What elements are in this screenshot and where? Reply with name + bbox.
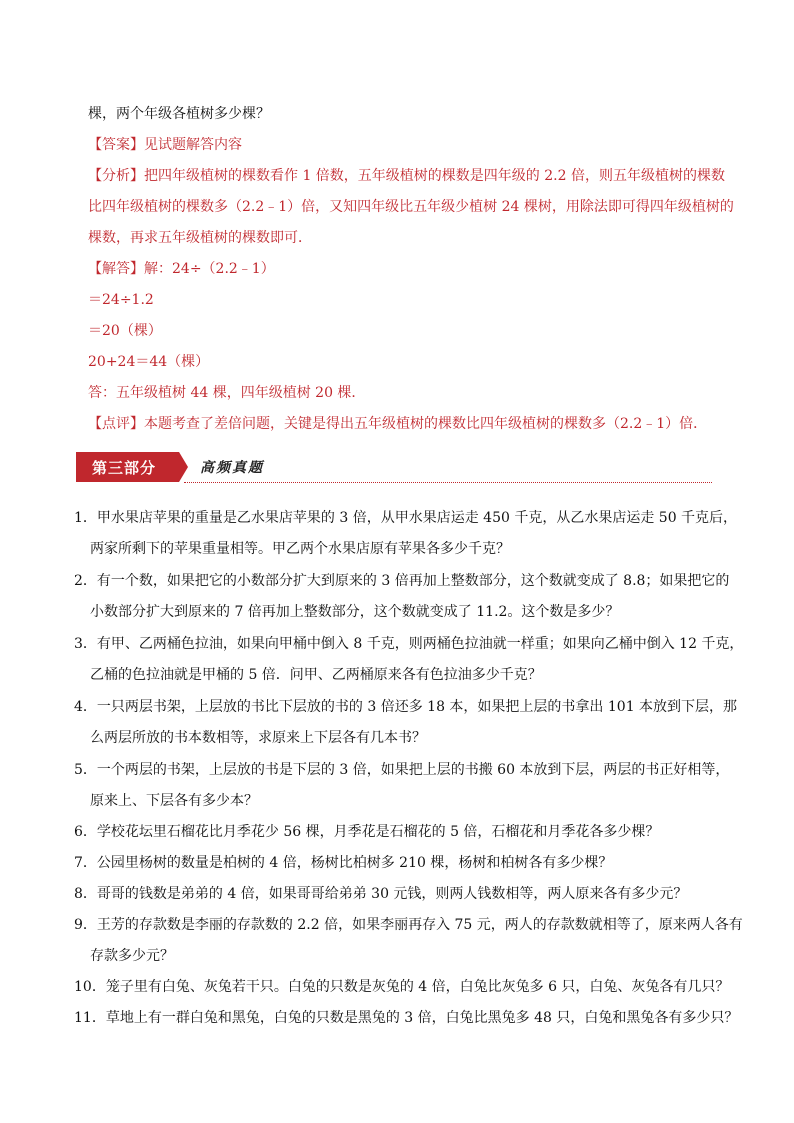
question-3-line-2: 乙桶的色拉油就是甲桶的 5 倍．问甲、乙两桶原来各有色拉油多少千克？ <box>90 667 542 683</box>
question-4-line-1: 4．一只两层书架，上层放的书比下层放的书的 3 倍还多 18 本，如果把上层的书拿出 101 本放到下层，那 <box>74 699 738 715</box>
solution-line-4: 20+24＝44（棵） <box>88 354 210 370</box>
solution-line-1: 【解答】解：24÷（2.2﹣1） <box>88 261 275 277</box>
question-9-line-1: 9．王芳的存款数是李丽的存款数的 2.2 倍，如果李丽再存入 75 元，两人的存款数就相等了，原来两人各有 <box>74 917 743 933</box>
answer-line: 【答案】见试题解答内容 <box>88 137 242 153</box>
question-11: 11．草地上有一群白兔和黑兔，白兔的只数是黑兔的 3 倍，白兔比黑兔多 48 只，白兔和黑兔各有多少只？ <box>74 1010 739 1026</box>
solution-answer: 答：五年级植树 44 棵，四年级植树 20 棵． <box>88 385 366 401</box>
question-3-line-1: 3．有甲、乙两桶色拉油，如果向甲桶中倒入 8 千克，则两桶色拉油就一样重；如果向乙桶中倒入 12 千克， <box>74 636 744 652</box>
question-5-line-1: 5．一个两层的书架，上层放的书是下层的 3 倍，如果把上层的书搬 60 本放到下层，两层的书正好相等， <box>74 762 730 778</box>
question-4-line-2: 么两层所放的书本数相等，求原来上下层各有几本书？ <box>90 730 426 746</box>
question-2-line-1: 2．有一个数，如果把它的小数部分扩大到原来的 3 倍再加上整数部分，这个数就变成了 8.8；如果把它的 <box>74 573 730 589</box>
question-1-line-1: 1．甲水果店苹果的重量是乙水果店苹果的 3 倍，从甲水果店运走 450 千克，从乙水果店运走 50 千克后， <box>74 510 738 526</box>
question-6: 6．学校花坛里石榴花比月季花少 56 棵，月季花是石榴花的 5 倍，石榴花和月季花各多少棵？ <box>74 824 660 840</box>
analysis-line-3: 棵数，再求五年级植树的棵数即可． <box>88 230 312 246</box>
analysis-line-1: 【分析】把四年级植树的棵数看作 1 倍数，五年级植树的棵数是四年级的 2.2 倍，则五年级植树的棵数 <box>88 168 725 184</box>
solution-line-3: ＝20（棵） <box>88 323 162 339</box>
question-7: 7．公园里杨树的数量是柏树的 4 倍，杨树比柏树多 210 棵，杨树和柏树各有多少棵？ <box>74 855 613 871</box>
question-1-line-2: 两家所剩下的苹果重量相等。甲乙两个水果店原有苹果各多少千克？ <box>90 541 510 557</box>
question-continuation: 棵，两个年级各植树多少棵？ <box>88 106 270 122</box>
solution-line-2: ＝24÷1.2 <box>88 292 154 308</box>
section-divider <box>184 482 712 483</box>
question-8: 8．哥哥的钱数是弟弟的 4 倍，如果哥哥给弟弟 30 元钱，则两人钱数相等，两人原来各有多少元？ <box>74 886 688 902</box>
question-5-line-2: 原来上、下层各有多少本？ <box>90 793 258 809</box>
section-header <box>76 452 712 484</box>
section-tab-label: 第三部分 <box>92 459 157 477</box>
question-9-line-2: 存款多少元？ <box>90 948 174 964</box>
comment-line: 【点评】本题考查了差倍问题，关键是得出五年级植树的棵数比四年级植树的棵数多（2.2﹣1）倍． <box>88 416 708 432</box>
question-10: 10．笼子里有白兔、灰兔若干只。白兔的只数是灰兔的 4 倍，白兔比灰兔多 6 只，白兔、灰兔各有几只？ <box>74 979 730 995</box>
analysis-line-2: 比四年级植树的棵数多（2.2﹣1）倍，又知四年级比五年级少植树 24 棵树，用除法即可得四年级植树的 <box>88 199 734 215</box>
section-title: 高频真题 <box>200 460 264 476</box>
question-2-line-2: 小数部分扩大到原来的 7 倍再加上整数部分，这个数就变成了 11.2。这个数是多少？ <box>90 604 620 620</box>
